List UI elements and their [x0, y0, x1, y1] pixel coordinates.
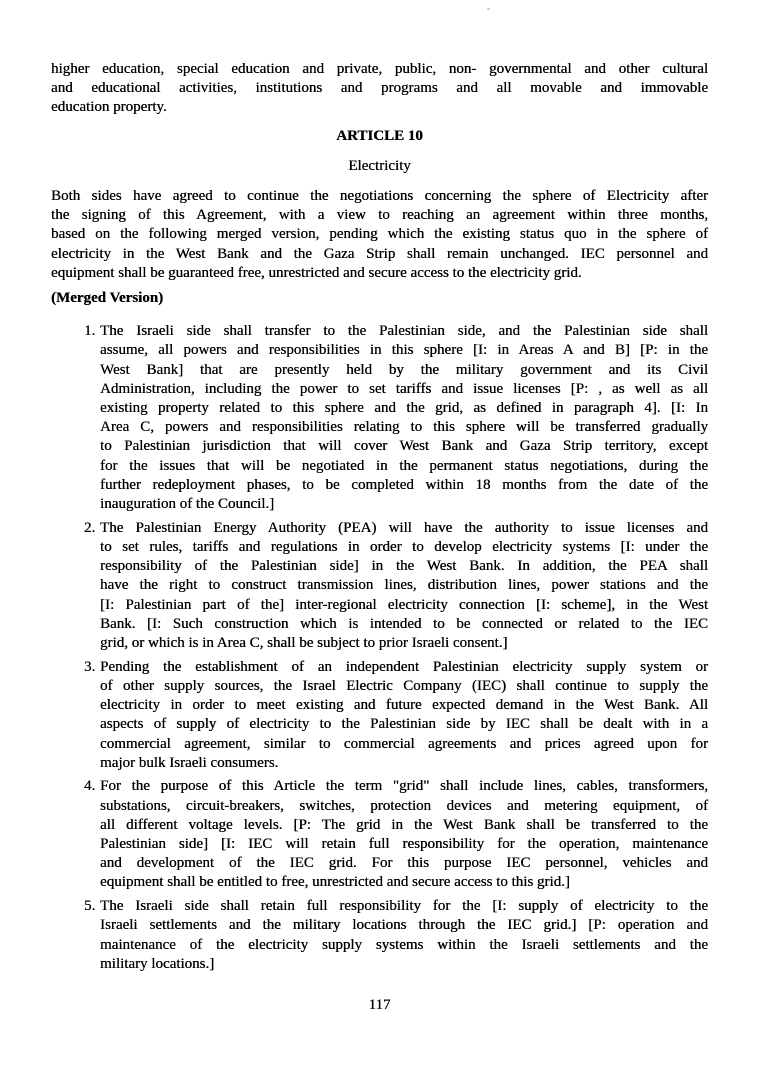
text-line: of other supply sources, the Israel Electric Company (IEC) shall continue to supply the	[100, 677, 708, 694]
clause-number: 5.	[84, 898, 96, 915]
text-line: further redeployment phases, to be completed within 18 months from the date of the	[100, 476, 708, 493]
text-line: higher education, special education and private, public, non- governmental and other cultural	[51, 61, 708, 77]
clause-list	[51, 322, 708, 974]
text-line: the signing of this Agreement, with a view to reaching an agreement within three months,	[51, 207, 708, 224]
text-line: For the purpose of this Article the term "grid" shall include lines, cables, transformers,	[100, 778, 708, 795]
text-line: and development of the IEC grid. For this purpose IEC personnel, vehicles and	[100, 855, 708, 872]
preamble-paragraph	[51, 187, 708, 283]
text-line: The Palestinian Energy Authority (PEA) will have the authority to issue licenses and	[100, 519, 708, 536]
text-line: equipment shall be entitled to free, unrestricted and secure access to this grid.]	[100, 874, 570, 891]
clause-text	[100, 519, 708, 653]
text-line: Area C, powers and responsibilities relating to this sphere will be transferred gradually	[100, 419, 708, 436]
text-line: education property.	[51, 99, 167, 116]
text-line: electricity in the West Bank and the Gaza Strip shall remain unchanged. IEC personnel and	[51, 245, 708, 262]
page-number: 117	[368, 996, 391, 1013]
text-line: and educational activities, institutions and programs and all movable and immovable	[51, 80, 708, 97]
text-line: [I: Palestinian part of the] inter-regional electricity connection [I: scheme], in the West	[100, 596, 708, 613]
text-line: maintenance of the electricity supply systems within the Israeli settlements and the	[100, 936, 708, 953]
clause	[51, 658, 708, 773]
text-line: Both sides have agreed to continue the negotiations concerning the sphere of Electricity after	[51, 188, 708, 205]
text-line: The Israeli side shall retain full responsibility for the [I: supply of electricity to the	[100, 898, 708, 915]
text-line: Bank. [I: Such construction which is intended to be connected or related to the IEC	[100, 615, 708, 632]
text-line: grid, or which is in Area C, shall be subject to prior Israeli consent.]	[100, 634, 508, 651]
clause-text	[100, 777, 708, 892]
clause-number: 3.	[84, 658, 96, 675]
text-line: The Israeli side shall transfer to the Palestinian side, and the Palestinian side shall	[100, 323, 708, 340]
text-line: Pending the establishment of an independent Palestinian electricity supply system or	[100, 658, 708, 675]
text-line: Israeli settlements and the military locations through the IEC grid.] [P: operation and	[100, 917, 708, 934]
text-line: inauguration of the Council.]	[100, 496, 275, 513]
text-line: major bulk Israeli consumers.	[100, 754, 279, 771]
text-line: existing property related to this sphere and the grid, as defined in paragraph 4]. [I: In	[100, 400, 708, 417]
text-line: have the right to construct transmission lines, distribution lines, power stations and the	[100, 577, 708, 594]
clause	[51, 519, 708, 653]
clause	[51, 897, 708, 974]
clause-text	[100, 658, 708, 773]
text-line: electricity in order to meet existing and future expected demand in the West Bank. All	[100, 697, 708, 714]
text-line: West Bank] that are presently held by the military government and its Civil	[100, 361, 708, 378]
text-line: equipment shall be guaranteed free, unrestricted and secure access to the electricity grid.	[51, 264, 582, 281]
continuation-paragraph	[51, 60, 708, 118]
clause-text	[100, 322, 708, 514]
text-line: based on the following merged version, pending which the existing status quo in the sphere of	[51, 226, 708, 243]
text-line: substations, circuit-breakers, switches, protection devices and metering equipment, of	[100, 797, 708, 814]
text-line: all different voltage levels. [P: The grid in the West Bank shall be transferred to the	[100, 816, 708, 833]
text-line: aspects of supply of electricity to the Palestinian side by IEC shall be dealt with in a	[100, 716, 708, 733]
text-line: for the issues that will be negotiated in the permanent status negotiations, during the	[100, 457, 708, 474]
clause	[51, 777, 708, 892]
text-line: to set rules, tariffs and regulations in order to develop electricity systems [I: under the	[100, 538, 708, 555]
text-line: military locations.]	[100, 955, 215, 972]
article-subtitle: Electricity	[348, 157, 411, 174]
clause-number: 1.	[84, 323, 96, 340]
text-line: Palestinian side] [I: IEC will retain full responsibility for the operation, maintenance	[100, 836, 708, 853]
text-line: responsibility of the Palestinian side] in the West Bank. In addition, the PEA shall	[100, 558, 708, 575]
text-line: assume, all powers and responsibilities in this sphere [I: in Areas A and B] [P: in the	[100, 342, 708, 359]
clause-number: 4.	[84, 778, 96, 795]
clause-text	[100, 897, 708, 974]
text-line: commercial agreement, similar to commercial agreements and prices agreed upon for	[100, 735, 708, 752]
article-heading: ARTICLE 10	[336, 127, 423, 144]
clause	[51, 322, 708, 514]
text-line: to Palestinian jurisdiction that will cover West Bank and Gaza Strip territory, except	[100, 438, 708, 455]
clause-number: 2.	[84, 519, 96, 536]
merged-version-label: (Merged Version)	[51, 290, 164, 307]
text-line: Administration, including the power to set tariffs and issue licenses [P: , as well as all	[100, 380, 708, 397]
